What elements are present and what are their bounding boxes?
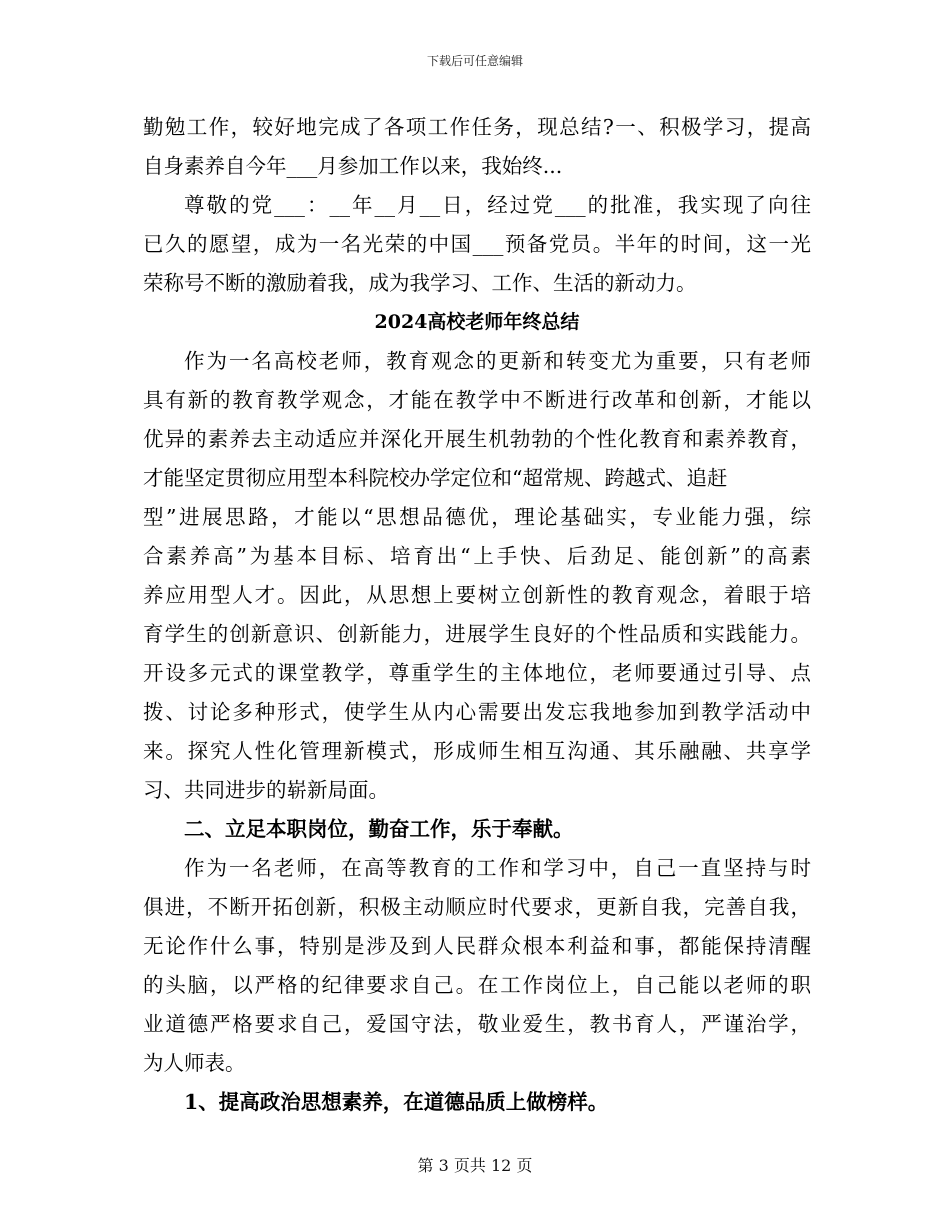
intro-line: 自身素养自今年___月参加工作以来，我始终... [143, 154, 563, 178]
subsection-heading: 1、提高政治思想素养，在道德品质上做榜样。 [184, 1090, 609, 1114]
paragraph-line: 型”进展思路，才能以“思想品德优，理论基础实，专业能力强，综 [143, 505, 811, 529]
paragraph-line: 合素养高”为基本目标、培育出“上手快、后劲足、能创新”的高素 [143, 544, 811, 568]
paragraph-line: 优异的素养去主动适应并深化开展生机勃勃的个性化教育和素养教育， [143, 427, 811, 451]
letter-line: 尊敬的党___：__年__月__日，经过党___的批准，我实现了向往 [184, 193, 811, 217]
paragraph-line: 育学生的创新意识、创新能力，进展学生良好的个性品质和实践能力。 [143, 622, 811, 646]
section-heading: 二、立足本职岗位，勤奋工作，乐于奉献。 [184, 817, 574, 841]
paragraph-line: 来。探究人性化管理新模式，形成师生相互沟通、其乐融融、共享学 [143, 739, 811, 763]
paragraph-line: 习、共同进步的崭新局面。 [143, 778, 389, 802]
intro-line: 勤勉工作，较好地完成了各项工作任务，现总结?一、积极学习，提高 [143, 115, 811, 139]
page-number: 第 3 页共 12 页 [417, 1156, 533, 1175]
letter-line: 荣称号不断的激励着我，成为我学习、工作、生活的新动力。 [143, 271, 697, 295]
paragraph-line: 业道德严格要求自己，爱国守法，敬业爱生，教书育人，严谨治学， [143, 1012, 811, 1036]
paragraph-line: 养应用型人才。因此，从思想上要树立创新性的教育观念，着眼于培 [143, 583, 811, 607]
document-title: 2024高校老师年终总结 [374, 311, 580, 333]
page-header: 下载后可任意编辑 [426, 54, 523, 68]
paragraph-line: 拨、讨论多种形式，使学生从内心需要出发忘我地参加到教学活动中 [143, 700, 811, 724]
paragraph-line: 才能坚定贯彻应用型本科院校办学定位和“超常规、跨越式、追赶 [143, 466, 728, 490]
letter-line: 已久的愿望，成为一名光荣的中国___预备党员。半年的时间，这一光 [143, 232, 811, 256]
document-body [143, 108, 811, 1122]
paragraph-line: 的头脑，以严格的纪律要求自己。在工作岗位上，自己能以老师的职 [143, 973, 811, 997]
paragraph-line: 开设多元式的课堂教学，尊重学生的主体地位，老师要通过引导、点 [143, 661, 811, 685]
paragraph-line: 作为一名老师，在高等教育的工作和学习中，自己一直坚持与时 [184, 856, 811, 880]
paragraph-line: 俱进，不断开拓创新，积极主动顺应时代要求，更新自我，完善自我， [143, 895, 811, 919]
paragraph-line: 无论作什么事，特别是涉及到人民群众根本利益和事，都能保持清醒 [143, 934, 811, 958]
paragraph-line: 作为一名高校老师，教育观念的更新和转变尤为重要，只有老师 [184, 349, 811, 373]
paragraph-line: 具有新的教育教学观念，才能在教学中不断进行改革和创新，才能以 [143, 388, 811, 412]
paragraph-line: 为人师表。 [143, 1051, 246, 1075]
